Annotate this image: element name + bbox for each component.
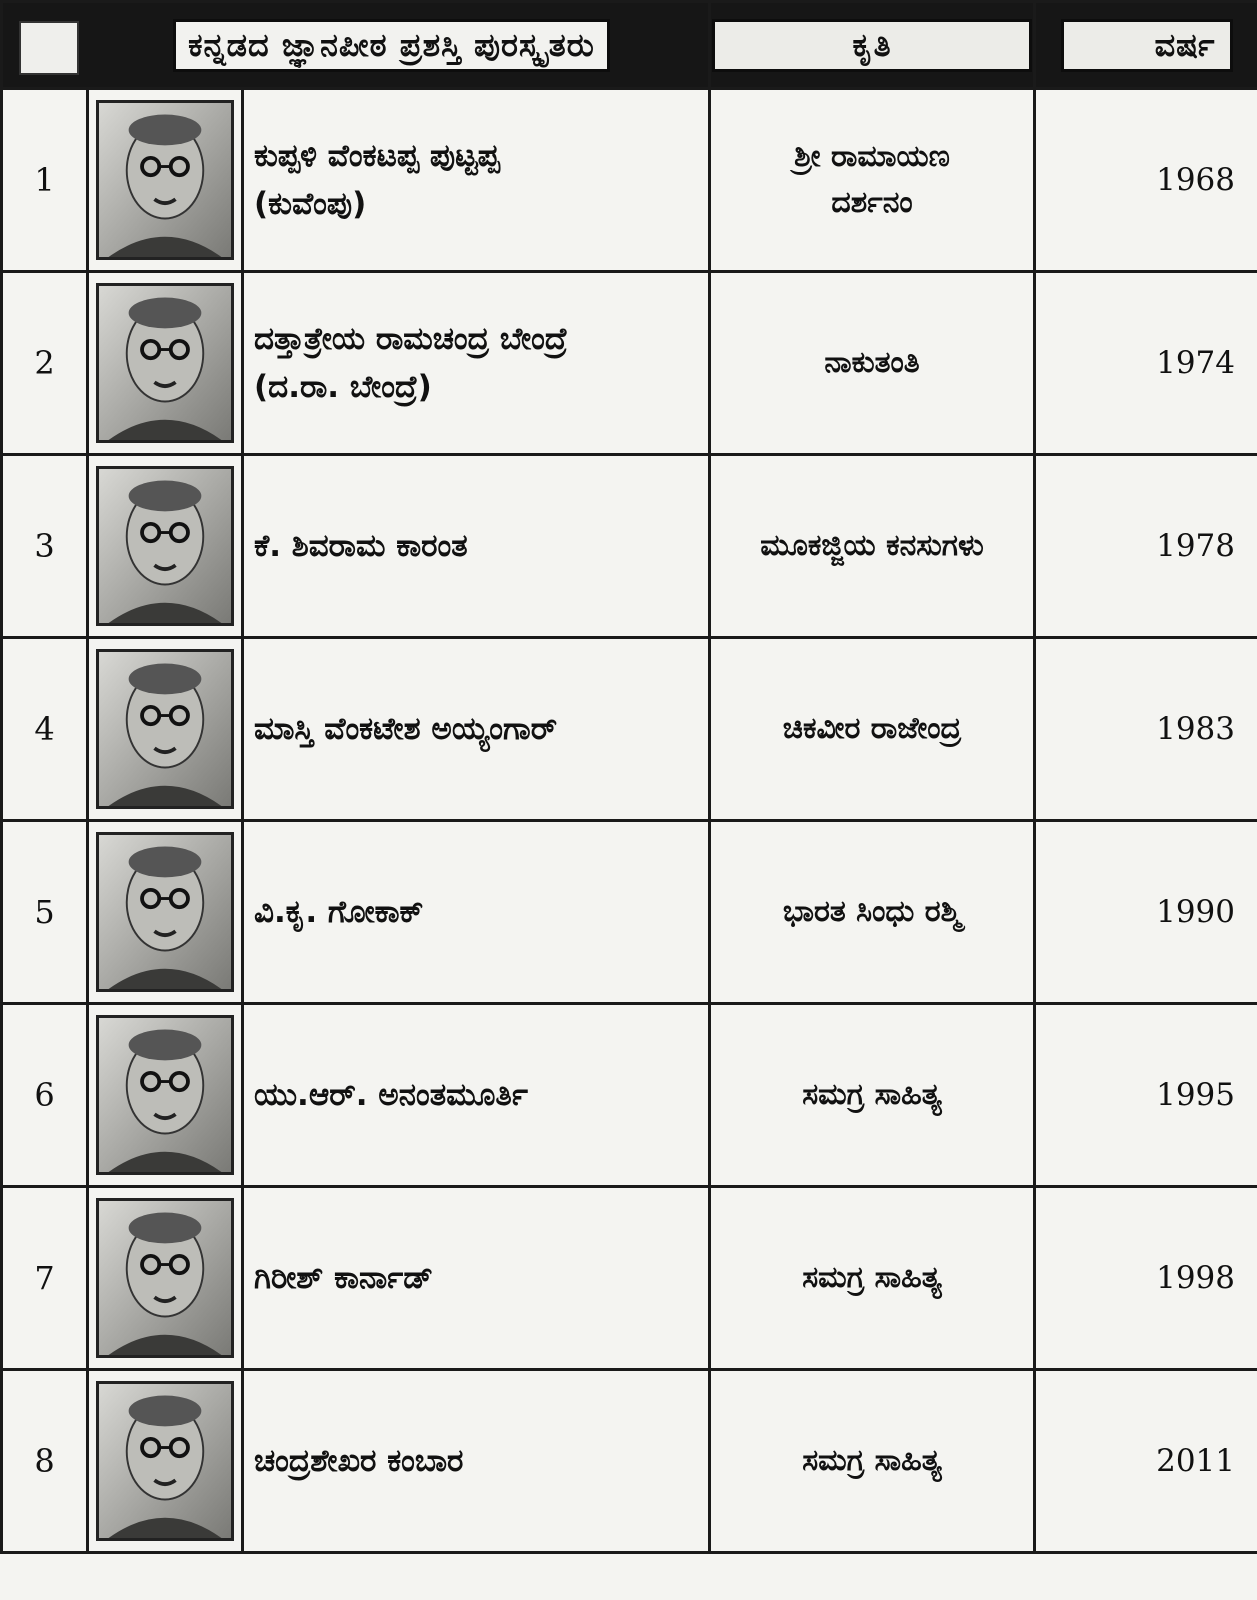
year-header-cell bbox=[1035, 2, 1257, 89]
row-number: 6 bbox=[2, 1004, 88, 1187]
table-row bbox=[2, 638, 1257, 821]
award-year: 1978 bbox=[1035, 455, 1257, 638]
award-year: 1990 bbox=[1035, 821, 1257, 1004]
author-portrait bbox=[96, 466, 234, 626]
row-number: 3 bbox=[2, 455, 88, 638]
author-name: ದತ್ತಾತ್ರೇಯ ರಾಮಚಂದ್ರ ಬೇಂದ್ರೆ bbox=[254, 321, 568, 357]
work-title: ಚಿಕವೀರ ರಾಜೇಂದ್ರ bbox=[782, 711, 962, 746]
table-row bbox=[2, 1370, 1257, 1553]
author-pen-name: (ದ.ರಾ. ಬೇಂದ್ರೆ) bbox=[254, 369, 432, 405]
award-year: 1968 bbox=[1035, 89, 1257, 272]
work-title: ಮೂಕಜ್ಜಿಯ ಕನಸುಗಳು bbox=[760, 528, 984, 563]
work-cell bbox=[710, 1370, 1035, 1553]
portrait-cell bbox=[88, 638, 243, 821]
work-title-line2: ದರ್ಶನಂ bbox=[831, 185, 913, 220]
author-portrait bbox=[96, 1381, 234, 1541]
title-header-cell bbox=[2, 2, 710, 89]
work-title: ಸಮಗ್ರ ಸಾಹಿತ್ಯ bbox=[802, 1443, 942, 1478]
author-name-cell bbox=[243, 1187, 710, 1370]
award-year: 1974 bbox=[1035, 272, 1257, 455]
work-cell bbox=[710, 1004, 1035, 1187]
table-row bbox=[2, 1004, 1257, 1187]
work-cell bbox=[710, 89, 1035, 272]
author-name-cell bbox=[243, 89, 710, 272]
table-title: ಕನ್ನಡದ ಜ್ಞಾನಪೀಠ ಪ್ರಶಸ್ತಿ ಪುರಸ್ಕೃತರು bbox=[173, 19, 610, 72]
author-name: ಚಂದ್ರಶೇಖರ ಕಂಬಾರ bbox=[254, 1443, 464, 1479]
award-year: 1995 bbox=[1035, 1004, 1257, 1187]
author-name-cell bbox=[243, 1370, 710, 1553]
table-row bbox=[2, 455, 1257, 638]
work-title: ಸಮಗ್ರ ಸಾಹಿತ್ಯ bbox=[802, 1260, 942, 1295]
author-name: ವಿ.ಕೃ. ಗೋಕಾಕ್ bbox=[254, 894, 424, 930]
portrait-cell bbox=[88, 1370, 243, 1553]
author-portrait bbox=[96, 832, 234, 992]
author-name: ಯು.ಆರ್. ಅನಂತಮೂರ್ತಿ bbox=[254, 1077, 528, 1113]
portrait-cell bbox=[88, 821, 243, 1004]
author-portrait bbox=[96, 1198, 234, 1358]
table-row bbox=[2, 272, 1257, 455]
work-column-header: ಕೃತಿ bbox=[712, 19, 1032, 72]
header-row bbox=[2, 2, 1257, 89]
portrait-cell bbox=[88, 1004, 243, 1187]
work-title: ನಾಕುತಂತಿ bbox=[824, 345, 920, 380]
portrait-cell bbox=[88, 272, 243, 455]
work-cell bbox=[710, 821, 1035, 1004]
header-corner-box bbox=[19, 21, 79, 75]
author-portrait bbox=[96, 283, 234, 443]
author-name-cell bbox=[243, 455, 710, 638]
row-number: 1 bbox=[2, 89, 88, 272]
author-name: ಗಿರೀಶ್ ಕಾರ್ನಾಡ್ bbox=[254, 1260, 433, 1296]
author-portrait bbox=[96, 1015, 234, 1175]
work-title: ಭಾರತ ಸಿಂಧು ರಶ್ಮಿ bbox=[782, 894, 962, 929]
work-title: ಸಮಗ್ರ ಸಾಹಿತ್ಯ bbox=[802, 1077, 942, 1112]
portrait-cell bbox=[88, 89, 243, 272]
author-name-cell bbox=[243, 821, 710, 1004]
work-cell bbox=[710, 638, 1035, 821]
author-name-cell bbox=[243, 272, 710, 455]
row-number: 5 bbox=[2, 821, 88, 1004]
author-pen-name: (ಕುವೆಂಪು) bbox=[254, 186, 367, 222]
author-portrait bbox=[96, 649, 234, 809]
work-cell bbox=[710, 272, 1035, 455]
table-row bbox=[2, 89, 1257, 272]
portrait-cell bbox=[88, 455, 243, 638]
author-name-cell bbox=[243, 1004, 710, 1187]
work-cell bbox=[710, 455, 1035, 638]
author-name: ಕುಪ್ಪಳಿ ವೆಂಕಟಪ್ಪ ಪುಟ್ಟಪ್ಪ bbox=[254, 138, 500, 174]
award-year: 1998 bbox=[1035, 1187, 1257, 1370]
row-number: 4 bbox=[2, 638, 88, 821]
table-row bbox=[2, 821, 1257, 1004]
award-year: 2011 bbox=[1035, 1370, 1257, 1553]
table-row bbox=[2, 1187, 1257, 1370]
author-name-cell bbox=[243, 638, 710, 821]
work-title: ಶ್ರೀ ರಾಮಾಯಣ bbox=[794, 139, 950, 174]
work-header-cell bbox=[710, 2, 1035, 89]
author-portrait bbox=[96, 100, 234, 260]
author-name: ಮಾಸ್ತಿ ವೆಂಕಟೇಶ ಅಯ್ಯಂಗಾರ್ bbox=[254, 711, 558, 747]
author-name: ಕೆ. ಶಿವರಾಮ ಕಾರಂತ bbox=[254, 528, 468, 564]
portrait-cell bbox=[88, 1187, 243, 1370]
year-column-header: ವರ್ಷ bbox=[1061, 19, 1233, 72]
row-number: 8 bbox=[2, 1370, 88, 1553]
award-year: 1983 bbox=[1035, 638, 1257, 821]
row-number: 7 bbox=[2, 1187, 88, 1370]
work-cell bbox=[710, 1187, 1035, 1370]
row-number: 2 bbox=[2, 272, 88, 455]
